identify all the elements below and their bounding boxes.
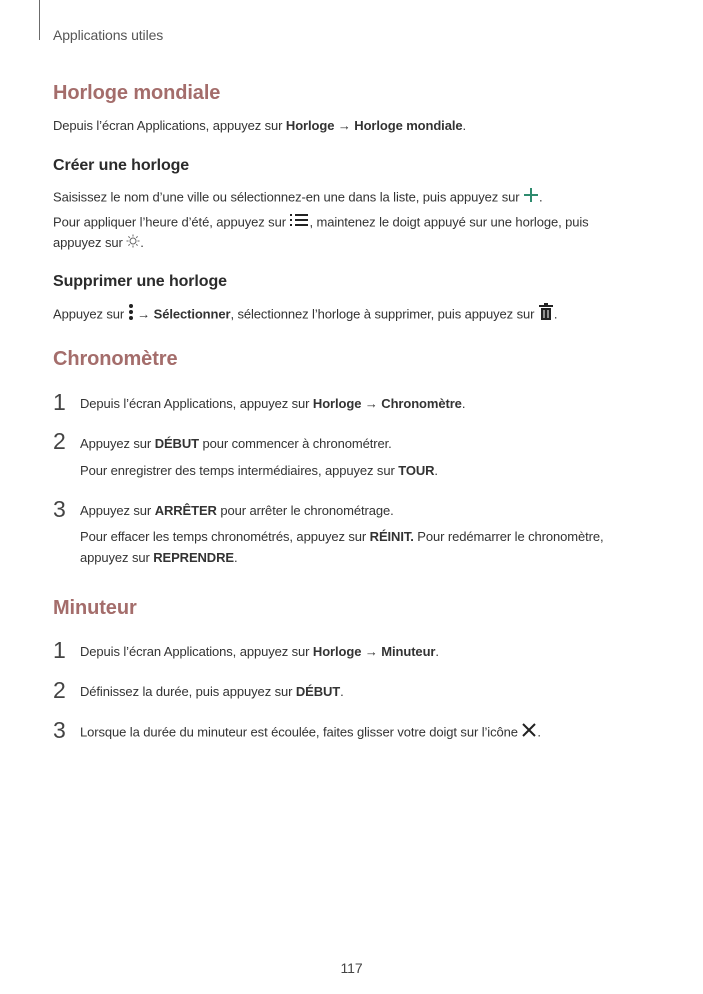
dismiss-x-icon bbox=[521, 722, 537, 744]
section-header: Applications utiles bbox=[53, 27, 164, 43]
margin-rule bbox=[39, 0, 40, 40]
add-icon bbox=[523, 187, 539, 209]
stopwatch-step-text: Appuyez sur DÉBUT pour commencer à chronométrer. bbox=[80, 436, 392, 451]
trash-icon bbox=[538, 303, 554, 327]
timer-step-number: 3 bbox=[53, 717, 66, 743]
stopwatch-step-subtext: appuyez sur REPRENDRE. bbox=[80, 550, 238, 565]
menu-list-icon bbox=[289, 212, 309, 234]
sun-icon bbox=[126, 234, 140, 254]
timer-heading: Minuteur bbox=[53, 597, 137, 619]
timer-step-text: Lorsque la durée du minuteur est écoulée, faites glisser votre doigt sur l’icône . bbox=[80, 722, 541, 744]
create-clock-line1: Saisissez le nom d’une ville ou sélectionnez-en une dans la liste, puis appuyez sur . bbox=[53, 187, 543, 209]
create-clock-line3: appuyez sur . bbox=[53, 233, 144, 254]
stopwatch-step-number: 3 bbox=[53, 496, 66, 522]
create-clock-heading: Créer une horloge bbox=[53, 157, 190, 174]
stopwatch-step-text: Depuis l’écran Applications, appuyez sur Horloge → Chronomètre. bbox=[80, 396, 466, 411]
stopwatch-step-subtext: Pour effacer les temps chronométrés, appuyez sur RÉINIT. Pour redémarrer le chronomètre, bbox=[80, 529, 604, 544]
page-number: 117 bbox=[340, 960, 363, 976]
timer-step-number: 2 bbox=[53, 677, 66, 703]
stopwatch-step-text: Appuyez sur ARRÊTER pour arrêter le chronométrage. bbox=[80, 503, 394, 518]
stopwatch-step-number: 1 bbox=[53, 389, 66, 415]
stopwatch-heading: Chronomètre bbox=[53, 348, 178, 370]
world-clock-intro: Depuis l’écran Applications, appuyez sur Horloge → Horloge mondiale. bbox=[53, 118, 466, 133]
timer-step-text: Définissez la durée, puis appuyez sur DÉBUT. bbox=[80, 684, 344, 699]
create-clock-line2: Pour appliquer l’heure d’été, appuyez sur , maintenez le doigt appuyé sur une horloge, puis bbox=[53, 212, 589, 234]
stopwatch-step-number: 2 bbox=[53, 428, 66, 454]
timer-step-number: 1 bbox=[53, 637, 66, 663]
stopwatch-step-subtext: Pour enregistrer des temps intermédiaires, appuyez sur TOUR. bbox=[80, 463, 438, 478]
timer-step-text: Depuis l’écran Applications, appuyez sur Horloge → Minuteur. bbox=[80, 644, 439, 659]
delete-clock-line: Appuyez sur → Sélectionner, sélectionnez l’horloge à supprimer, puis appuyez sur . bbox=[53, 303, 557, 327]
delete-clock-heading: Supprimer une horloge bbox=[53, 273, 227, 290]
world-clock-heading: Horloge mondiale bbox=[53, 82, 221, 104]
